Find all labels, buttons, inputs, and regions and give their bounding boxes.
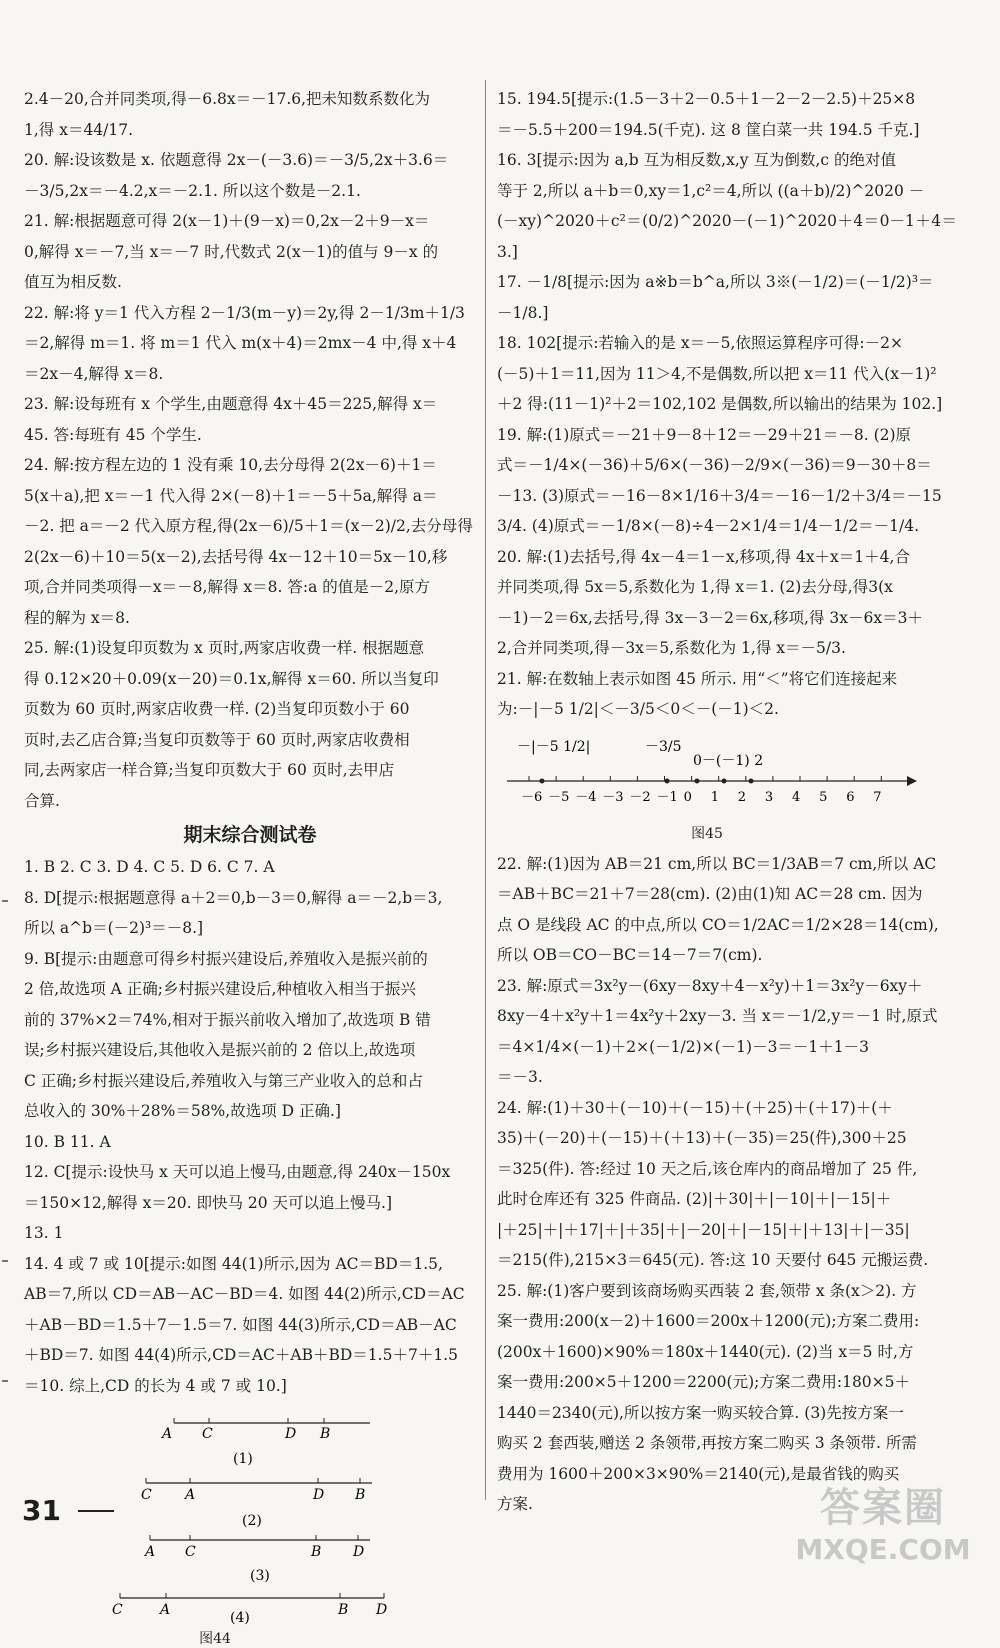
text-line: (－xy)^2020＋c²＝(0/2)^2020－(－1)^2020＋4＝0－1＋4＝3.] <box>497 212 957 261</box>
text-line: 45. 答:每班有 45 个学生. <box>24 425 202 444</box>
point-label: B <box>320 1426 331 1442</box>
text-line: ＝150×12,解得 x＝20. 即快马 20 天可以追上慢马.] <box>24 1193 393 1212</box>
text-line: 24. 解:(1)＋30＋(－10)＋(－15)＋(＋25)＋(＋17)＋(＋ <box>497 1098 893 1117</box>
point-label: B <box>355 1487 366 1503</box>
point-label: C <box>202 1426 213 1442</box>
text-line: 3/4. (4)原式＝－1/8×(－8)÷4－2×1/4＝1/4－1/2＝－1/4. <box>497 517 920 535</box>
text-line: ＝325(件). 答:经过 10 天之后,该仓库内的商品增加了 25 件, <box>497 1159 918 1178</box>
text-line: |＋25|＋|＋17|＋|＋35|＋|－20|＋|－15|＋|＋13|＋|－35| <box>497 1220 910 1239</box>
section-title: 期末综合测试卷 <box>183 824 317 846</box>
text-line: ＋AB－BD＝1.5＋7－1.5＝7. 如图 44(3)所示,CD＝AB－AC <box>24 1315 457 1334</box>
text-line: 费用为 1600＋200×3×90%＝2140(元),是最省钱的购买 <box>497 1464 900 1483</box>
text-line: 前的 37%×2＝74%,相对于振兴前收入增加了,故选项 B 错 <box>24 1010 431 1029</box>
text-line: ＋2 得:(11－1)²＋2＝102,102 是偶数,所以输出的结果为 102.] <box>497 395 943 413</box>
text-line: 所以 a^b＝(－2)³＝－8.] <box>24 919 204 937</box>
mid-label: 0－(－1) 2 <box>693 752 764 769</box>
text-line: 22. 解:将 y＝1 代入方程 2－1/3(m－y)＝2y,得 2－1/3m＋1/3 <box>24 303 465 322</box>
axis-arrow <box>907 776 917 786</box>
text-line: －13. (3)原式＝－16－8×1/16＋3/4＝－16－1/2＋3/4＝－15 <box>497 486 942 505</box>
text-line: 25. 解:(1)客户要到该商场购买西装 2 套,领带 x 条(x＞2). 方 <box>497 1281 917 1300</box>
point-label: D <box>313 1487 325 1503</box>
text-line: AB＝7,所以 CD＝AB－AC－BD＝4. 如图 44(2)所示,CD＝AC <box>24 1285 465 1303</box>
text-line: 16. 3[提示:因为 a,b 互为相反数,x,y 互为倒数,c 的绝对值 <box>497 151 896 169</box>
text-line: 14. 4 或 7 或 10[提示:如图 44(1)所示,因为 AC＝BD＝1.5, <box>24 1254 443 1273</box>
text-line: －2. 把 a＝－2 代入原方程,得(2x－6)/5＋1＝(x－2)/2,去分母得 <box>24 517 473 535</box>
text-line: 程的解为 x＝8. <box>24 608 130 627</box>
watermark-title: 答案圈 <box>820 1485 946 1531</box>
tick-label: －5 <box>548 789 570 805</box>
text-line: 方案. <box>497 1495 533 1513</box>
page-number: 31 <box>22 1494 61 1527</box>
text-line: 24. 解:按方程左边的 1 没有乘 10,去分母得 2(2x－6)＋1＝ <box>24 456 437 474</box>
panel-label: (3) <box>250 1568 270 1584</box>
tick-label: 3 <box>764 789 774 805</box>
panel-label: (2) <box>242 1513 262 1529</box>
point-label: D <box>353 1544 365 1560</box>
figure-44 <box>24 1405 476 1630</box>
text-line: 合算. <box>24 791 60 810</box>
margin-mark <box>2 900 8 902</box>
text-line: 购买 2 套西装,赠送 2 条领带,再按方案二购买 3 条领带. 所需 <box>497 1434 917 1452</box>
text-line: 并同类项,得 5x＝5,系数化为 1,得 x＝1. (2)去分母,得3(x <box>497 578 893 596</box>
abs-value-label: －|－5 1/2| <box>517 738 591 755</box>
text-line: 20. 解:设该数是 x. 依题意得 2x－(－3.6)＝－3/5,2x＋3.6＝ <box>24 151 449 169</box>
text-line: ＝215(件),215×3＝645(元). 答:这 10 天要付 645 元搬运费. <box>497 1251 929 1269</box>
text-line: ＝AB＋BC＝21＋7＝28(cm). (2)由(1)知 AC＝28 cm. 因为 <box>497 885 923 903</box>
text-line: 页时,去乙店合算;当复印页数等于 60 页时,两家店收费相 <box>24 730 410 749</box>
text-line: 18. 102[提示:若输入的是 x＝－5,依照运算程序可得:－2× <box>497 334 903 352</box>
text-line: 此时仓库还有 325 件商品. (2)|＋30|＋|－10|＋|－15|＋ <box>497 1190 892 1208</box>
point-label: A <box>160 1602 171 1618</box>
text-line: C 正确;乡村振兴建设后,养殖收入与第三产业收入的总和占 <box>24 1071 423 1090</box>
text-line: －1)－2＝6x,去括号,得 3x－3－2＝6x,移项,得 3x－6x＝3＋ <box>497 608 923 627</box>
text-line: 页数为 60 页时,两家店收费一样. (2)当复印页数小于 60 <box>24 700 410 718</box>
tick-label: －6 <box>521 789 543 805</box>
point-label: C <box>141 1487 152 1503</box>
panel-label: (4) <box>230 1610 250 1626</box>
text-line: 式＝－1/4×(－36)＋5/6×(－36)－2/9×(－36)＝9－30＋8＝ <box>497 456 932 474</box>
text-line: －3/5,2x＝－4.2,x＝－2.1. 所以这个数是－2.1. <box>24 181 361 200</box>
text-line: 20. 解:(1)去括号,得 4x－4＝1－x,移项,得 4x＋x＝1＋4,合 <box>497 547 910 566</box>
tick-label: －1 <box>656 789 678 805</box>
right-answers-bottom <box>497 849 957 1520</box>
text-line: (－5)＋1＝11,因为 11＞4,不是偶数,所以把 x＝11 代入(x－1)² <box>497 364 937 383</box>
margin-mark <box>2 1260 8 1262</box>
text-line: 2.4－20,合并同类项,得－6.8x＝－17.6,把未知数系数化为 <box>24 90 431 108</box>
text-line: 13. 1 <box>24 1224 64 1242</box>
text-line: 10. B 11. A <box>24 1132 111 1151</box>
text-line: 得 0.12×20＋0.09(x－20)＝0.1x,解得 x＝60. 所以当复印 <box>24 669 439 688</box>
text-line: 19. 解:(1)原式＝－21＋9－8＋12＝－29＋21＝－8. (2)原 <box>497 425 912 444</box>
text-line: 总收入的 30%＋28%＝58%,故选项 D 正确.] <box>24 1102 341 1120</box>
tick-label: 7 <box>873 789 882 805</box>
text-line: 0,解得 x＝－7,当 x＝－7 时,代数式 2(x－1)的值与 9－x 的 <box>24 242 439 261</box>
point-dot <box>695 778 700 783</box>
text-line: ＝－5.5＋200＝194.5(千克). 这 8 筐白菜一共 194.5 千克.] <box>497 120 920 139</box>
text-line: 23. 解:原式＝3x²y－(6xy－8xy＋4－x²y)＋1＝3x²y－6xy＋ <box>497 976 923 995</box>
tick-label: 6 <box>846 789 855 805</box>
point-label: A <box>145 1544 156 1560</box>
text-line: 为:－|－5 1/2|＜－3/5＜0＜－(－1)＜2. <box>497 700 779 718</box>
point-label: A <box>185 1487 196 1503</box>
margin-mark <box>2 1380 8 1382</box>
text-line: 项,合并同类项得－x＝－8,解得 x＝8. 答:a 的值是－2,原方 <box>24 578 431 596</box>
figure-44-caption: 图44 <box>199 1631 231 1647</box>
text-line: －1/8.] <box>497 303 549 322</box>
text-line: ＝－3. <box>497 1068 543 1086</box>
point-dot <box>540 778 545 783</box>
tick-label: 1 <box>710 789 719 805</box>
figure-45-number-line <box>497 729 957 839</box>
text-line: 等于 2,所以 a＋b＝0,xy＝1,c²＝4,所以 ((a＋b)/2)^2020 － <box>497 181 925 200</box>
tick-label: －3 <box>602 789 624 805</box>
page-number-dash <box>78 1510 114 1512</box>
tick-label: 0 <box>683 789 692 805</box>
text-line: 案一费用:200×5＋1200＝2200(元);方案二费用:180×5＋ <box>497 1373 911 1391</box>
text-line: 2 倍,故选项 A 正确;乡村振兴建设后,种植收入相当于振兴 <box>24 980 416 998</box>
tick-label: 4 <box>792 789 801 805</box>
text-line: 21. 解:在数轴上表示如图 45 所示. 用“＜”将它们连接起来 <box>497 669 898 688</box>
point-label: D <box>376 1602 388 1618</box>
text-line: 5(x＋a),把 x＝－1 代入得 2×(－8)＋1＝－5＋5a,解得 a＝ <box>24 486 438 505</box>
text-line: 1. B 2. C 3. D 4. C 5. D 6. C 7. A <box>24 858 275 876</box>
text-line: 误;乡村振兴建设后,其他收入是振兴前的 2 倍以上,故选项 <box>24 1041 416 1059</box>
text-line: 2,合并同类项,得－3x＝5,系数化为 1,得 x＝－5/3. <box>497 639 846 657</box>
text-line: 25. 解:(1)设复印页数为 x 页时,两家店收费一样. 根据题意 <box>24 639 425 657</box>
text-line: 8. D[提示:根据题意得 a＋2＝0,b－3＝0,解得 a＝－2,b＝3, <box>24 888 443 907</box>
left-column <box>24 84 476 1648</box>
point-label: B <box>338 1602 349 1618</box>
text-line: 9. B[提示:由题意可得乡村振兴建设后,养殖收入是振兴前的 <box>24 949 428 968</box>
tick-label: －4 <box>575 789 597 805</box>
text-line: 8xy－4＋x²y＋1＝4x²y＋2xy－3. 当 x＝－1/2,y＝－1 时,原式 <box>497 1007 938 1025</box>
point-label: B <box>311 1544 322 1560</box>
point-dot <box>749 778 754 783</box>
column-divider <box>485 80 486 1500</box>
text-line: 1440＝2340(元),所以按方案一购买较合算. (3)先按方案一 <box>497 1403 904 1422</box>
text-line: 所以 OB＝CO－BC＝14－7＝7(cm). <box>497 946 763 964</box>
text-line: 23. 解:设每班有 x 个学生,由题意得 4x＋45＝225,解得 x＝ <box>24 395 438 413</box>
tick-label: －2 <box>629 789 651 805</box>
text-line: 15. 194.5[提示:(1.5－3＋2－0.5＋1－2－2－2.5)＋25×8 <box>497 90 916 108</box>
right-column <box>497 84 957 1520</box>
site-watermark <box>788 1484 978 1580</box>
point-label: D <box>285 1426 297 1442</box>
tick-label: 5 <box>819 789 828 805</box>
figure-45-caption: 图45 <box>691 825 723 842</box>
text-line: ＋BD＝7. 如图 44(4)所示,CD＝AC＋AB＋BD＝1.5＋7＋1.5 <box>24 1346 458 1364</box>
text-line: ＝2,解得 m＝1. 将 m＝1 代入 m(x＋4)＝2mx－4 中,得 x＋4 <box>24 334 457 352</box>
text-line: (200x＋1600)×90%＝180x＋1440(元). (2)当 x＝5 时,方 <box>497 1342 914 1361</box>
point-label: C <box>185 1544 196 1560</box>
text-line: 同,去两家店一样合算;当复印页数大于 60 页时,去甲店 <box>24 761 395 779</box>
tick-label: 2 <box>737 789 747 805</box>
left-answers-top <box>24 84 476 816</box>
text-line: 值互为相反数. <box>24 273 122 291</box>
text-line: 1,得 x＝44/17. <box>24 120 134 139</box>
panel-label: (1) <box>233 1451 253 1467</box>
point-label: C <box>112 1602 123 1618</box>
text-line: ＝4×1/4×(－1)＋2×(－1/2)×(－1)－3＝－1＋1－3 <box>497 1037 870 1056</box>
watermark-url: MXQE.COM <box>795 1533 971 1566</box>
text-line: 17. －1/8[提示:因为 a※b＝b^a,所以 3※(－1/2)＝(－1/2)³＝ <box>497 273 934 291</box>
tick-group <box>521 776 882 805</box>
point-dot <box>665 778 670 783</box>
left-answers-bottom <box>24 852 476 1401</box>
text-line: 2(2x－6)＋10＝5(x－2),去括号得 4x－12＋10＝5x－10,移 <box>24 547 448 566</box>
text-line: 21. 解:根据题意可得 2(x－1)＋(9－x)＝0,2x－2＋9－x＝ <box>24 212 430 230</box>
text-line: 35)＋(－20)＋(－15)＋(＋13)＋(－35)＝25(件),300＋25 <box>497 1129 907 1147</box>
text-line: 22. 解:(1)因为 AB＝21 cm,所以 BC＝1/3AB＝7 cm,所以 AC <box>497 854 937 873</box>
text-line: 案一费用:200(x－2)＋1600＝200x＋1200(元);方案二费用: <box>497 1312 920 1330</box>
fraction-label: －3/5 <box>645 738 682 755</box>
text-line: ＝10. 综上,CD 的长为 4 或 7 或 10.] <box>24 1376 287 1395</box>
point-dot <box>722 778 727 783</box>
text-line: ＝2x－4,解得 x＝8. <box>24 364 164 383</box>
right-answers-top <box>497 84 957 725</box>
text-line: 12. C[提示:设快马 x 天可以追上慢马,由题意,得 240x－150x <box>24 1163 451 1181</box>
point-label: A <box>162 1426 173 1442</box>
text-line: 点 O 是线段 AC 的中点,所以 CO＝1/2AC＝1/2×28＝14(cm), <box>497 915 939 934</box>
